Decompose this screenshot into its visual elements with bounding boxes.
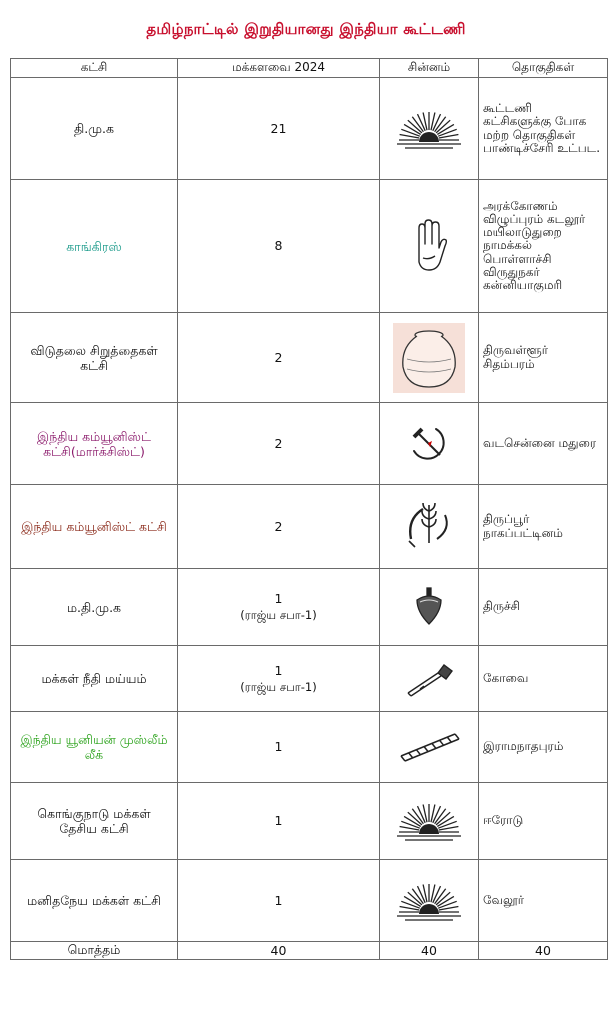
ladder-icon [380, 730, 478, 764]
seat-count-cell [178, 180, 380, 313]
party-name: கொங்குநாடு மக்கள் தேசிய கட்சி [11, 783, 178, 860]
constituencies: கோவை [479, 646, 608, 712]
alliance-table [10, 58, 608, 960]
seat-count: 1 [274, 892, 283, 908]
seat-count-cell [178, 313, 380, 403]
party-name: மக்கள் நீதி மய்யம் [11, 646, 178, 712]
seat-count: 1 [274, 662, 283, 678]
table-row [11, 712, 608, 783]
table-header-row [11, 59, 608, 78]
seat-count: 2 [274, 435, 283, 451]
table-row [11, 646, 608, 712]
seat-count: 2 [274, 518, 283, 534]
hammer-sickle-icon [380, 421, 478, 467]
table-row [11, 313, 608, 403]
symbol-cell [380, 569, 479, 646]
seat-count-cell [178, 403, 380, 485]
total-constituencies: 40 [479, 942, 608, 960]
rising-sun-icon [380, 106, 478, 152]
symbol-cell [380, 860, 479, 942]
seat-count: 8 [274, 238, 283, 253]
total-label: மொத்தம் [11, 942, 178, 960]
table-row [11, 860, 608, 942]
symbol-cell [380, 313, 479, 403]
seat-count-cell [178, 569, 380, 646]
symbol-cell [380, 783, 479, 860]
total-seats: 40 [178, 942, 380, 960]
party-name: காங்கிரஸ் [11, 180, 178, 313]
page-title: தமிழ்நாட்டில் இறுதியானது இந்தியா கூட்டணி [146, 20, 466, 38]
constituencies: திருவள்ளூர் சிதம்பரம் [479, 313, 608, 403]
symbol-cell [380, 646, 479, 712]
party-name: மனிதநேய மக்கள் கட்சி [11, 860, 178, 942]
header-symbol: சின்னம் [380, 59, 479, 78]
constituencies: அரக்கோணம் விழுப்புரம் கடலூர் மயிலாடுதுறை நாமக்கல் பொள்ளாச்சி விருதுநகர் கன்னியாகுமரி [479, 180, 608, 313]
seat-count-cell [178, 78, 380, 180]
seat-count: 21 [270, 120, 287, 136]
spinning-top-icon [380, 586, 478, 628]
seat-count: 2 [274, 349, 283, 365]
constituencies: இராமநாதபுரம் [479, 712, 608, 783]
torch-icon [380, 659, 478, 699]
sickle-grain-icon [380, 499, 478, 555]
party-name: விடுதலை சிறுத்தைகள் கட்சி [11, 313, 178, 403]
rising-sun-icon [380, 878, 478, 924]
seat-count: 1 [274, 739, 283, 754]
party-name: ம.தி.மு.க [11, 569, 178, 646]
party-name: இந்திய கம்யூனிஸ்ட் கட்சி [11, 485, 178, 569]
table-row [11, 180, 608, 313]
rising-sun-icon [380, 798, 478, 844]
table-row [11, 403, 608, 485]
header-party: கட்சி [11, 59, 178, 78]
symbol-cell [380, 403, 479, 485]
table-row [11, 569, 608, 646]
table-row [11, 78, 608, 180]
symbol-cell [380, 180, 479, 313]
symbol-cell [380, 485, 479, 569]
party-name: தி.மு.க [11, 78, 178, 180]
table-row [11, 783, 608, 860]
header-constituencies: தொகுதிகள் [479, 59, 608, 78]
constituencies: கூட்டணி கட்சிகளுக்கு போக மற்ற தொகுதிகள் பாண்டிச்சேரி உட்பட. [479, 78, 608, 180]
seat-note: (ராஜ்ய சபா-1) [240, 679, 317, 694]
seat-count: 1 [274, 813, 283, 828]
seat-count-cell [178, 860, 380, 942]
total-row [11, 942, 608, 960]
seat-count-cell [178, 783, 380, 860]
party-name: இந்திய யூனியன் முஸ்லீம் லீக் [11, 712, 178, 783]
seat-count: 1 [274, 591, 283, 606]
hand-icon [380, 218, 478, 274]
symbol-cell [380, 712, 479, 783]
pot-icon [380, 323, 478, 393]
table-row [11, 485, 608, 569]
symbol-cell [380, 78, 479, 180]
header-seats: மக்களவை 2024 [178, 59, 380, 78]
total-symbol: 40 [380, 942, 479, 960]
seat-note: (ராஜ்ய சபா-1) [240, 608, 317, 622]
constituencies: திருச்சி [479, 569, 608, 646]
constituencies: திருப்பூர் நாகப்பட்டினம் [479, 485, 608, 569]
seat-count-cell [178, 712, 380, 783]
seat-count-cell [178, 646, 380, 712]
seat-count-cell [178, 485, 380, 569]
constituencies: ஈரோடு [479, 783, 608, 860]
party-name: இந்திய கம்யூனிஸ்ட் கட்சி(மார்க்சிஸ்ட்) [11, 403, 178, 485]
constituencies: வடசென்னை மதுரை [479, 403, 608, 485]
constituencies: வேலூர் [479, 860, 608, 942]
